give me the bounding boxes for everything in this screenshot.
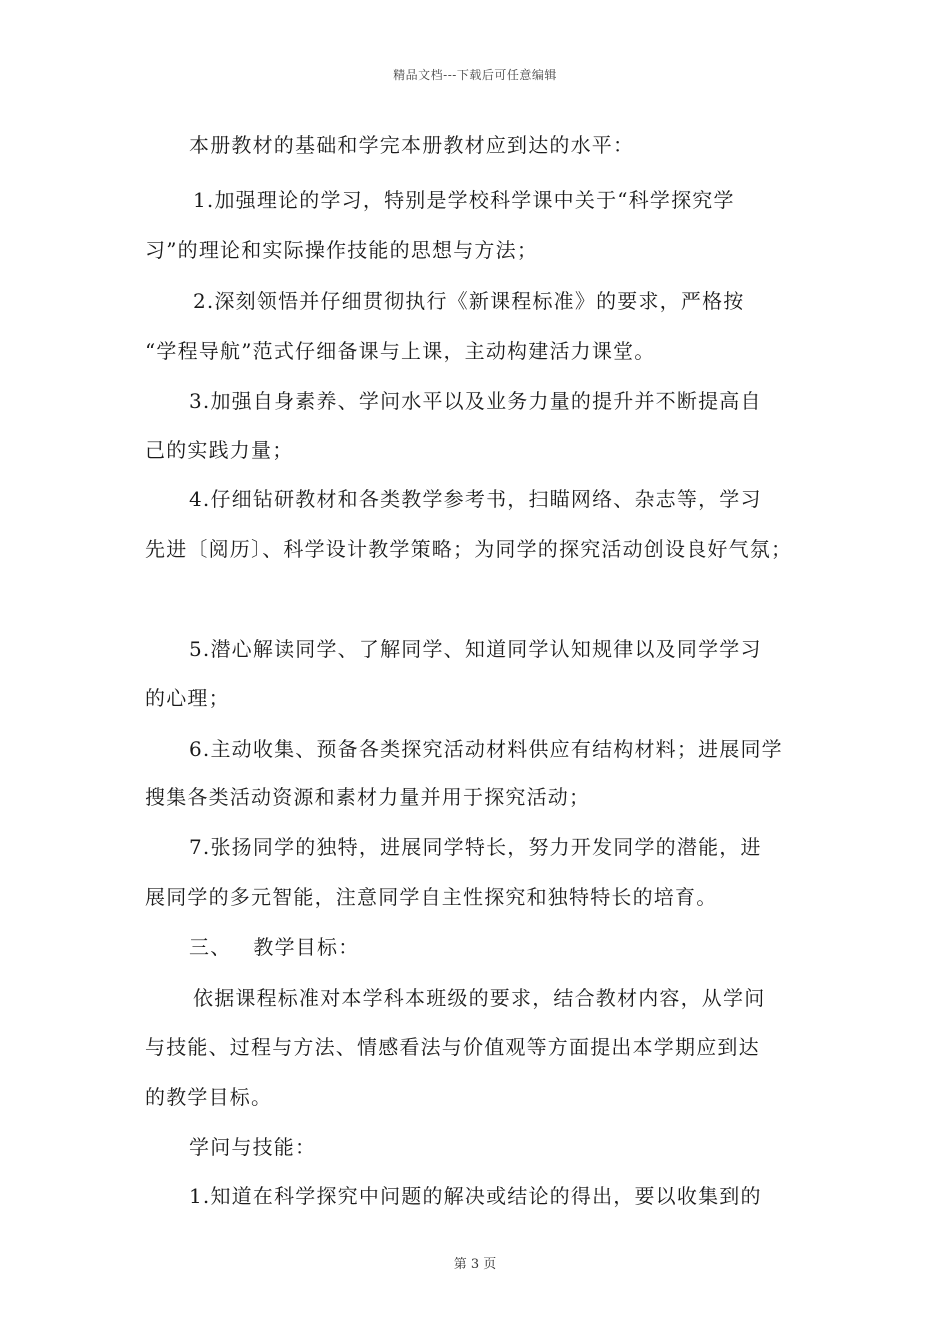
item-5-line-1: 5.潜心解读同学、了解同学、知道同学认知规律以及同学学习 xyxy=(189,637,762,661)
paragraph-line-1: 依据课程标准对本学科本班级的要求，结合教材内容，从学问 xyxy=(193,986,766,1010)
item-5-line-2: 的心理； xyxy=(145,686,230,710)
page-header: 精品文档---下载后可任意编辑 xyxy=(393,68,557,82)
item-4-line-1: 4.仔细钻研教材和各类教学参考书，扫瞄网络、杂志等，学习 xyxy=(189,487,762,511)
section-number: 三、 xyxy=(189,935,232,959)
section-heading xyxy=(189,932,359,962)
item-1-line-1: 1.加强理论的学习，特别是学校科学课中关于“科学探究学 xyxy=(193,188,735,212)
section-title: 教学目标： xyxy=(253,935,360,959)
item-4-line-2: 先进〔阅历〕、科学设计教学策略；为同学的探究活动创设良好气氛； xyxy=(145,537,793,561)
item-3-line-2: 己的实践力量； xyxy=(145,438,294,462)
subheading: 学问与技能： xyxy=(189,1135,317,1159)
item-3-line-1: 3.加强自身素养、学问水平以及业务力量的提升并不断提高自 xyxy=(189,389,762,413)
page-number: 第 3 页 xyxy=(453,1257,497,1272)
goal-1-line-1: 1.知道在科学探究中问题的解决或结论的得出，要以收集到的 xyxy=(189,1184,762,1208)
item-1-line-2: 习”的理论和实际操作技能的思想与方法； xyxy=(145,238,539,262)
item-2-line-1: 2.深刻领悟并仔细贯彻执行《新课程标准》的要求，严格按 xyxy=(193,289,745,313)
item-6-line-1: 6.主动收集、预备各类探究活动材料供应有结构材料；进展同学 xyxy=(189,737,783,761)
intro-line: 本册教材的基础和学完本册教材应到达的水平： xyxy=(189,133,635,157)
item-7-line-2: 展同学的多元智能，注意同学自主性探究和独特特长的培育。 xyxy=(145,885,718,909)
item-7-line-1: 7.张扬同学的独特，进展同学特长，努力开发同学的潜能，进 xyxy=(189,835,762,859)
paragraph-line-2: 与技能、过程与方法、情感看法与价值观等方面提出本学期应到达 xyxy=(145,1035,760,1059)
item-6-line-2: 搜集各类活动资源和素材力量并用于探究活动； xyxy=(145,785,591,809)
paragraph-line-3: 的教学目标。 xyxy=(145,1085,273,1109)
item-2-line-2: “学程导航”范式仔细备课与上课，主动构建活力课堂。 xyxy=(145,339,656,363)
